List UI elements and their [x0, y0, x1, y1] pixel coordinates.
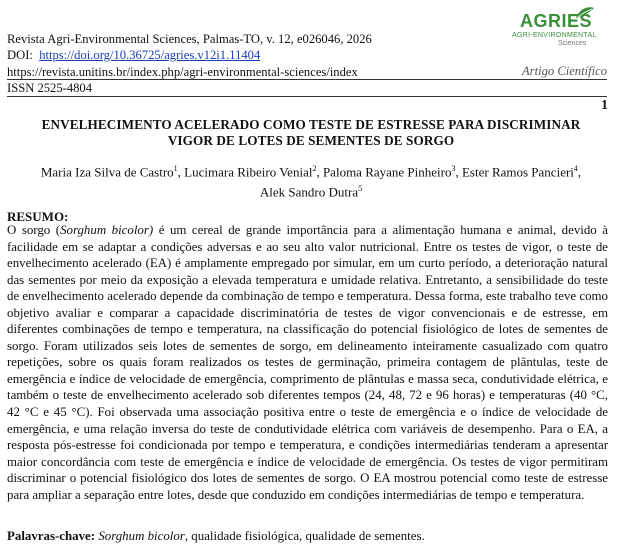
- journal-url: https://revista.unitins.br/index.php/agri-environmental-sciences/index: [7, 65, 358, 79]
- keywords: [7, 529, 425, 544]
- logo-text: AGRIES: [520, 11, 593, 31]
- issn: ISSN 2525-4804: [7, 81, 93, 95]
- species-name: Sorghum bicolor): [60, 223, 154, 237]
- logo-subtitle: AGRI-ENVIRONMENTAL: [512, 32, 597, 39]
- author-name: Lucimara Ribeiro Venial: [184, 164, 313, 180]
- title-line-1: ENVELHECIMENTO ACELERADO COMO TESTE DE ESTRESSE PARA DISCRIMINAR: [41, 117, 581, 132]
- author-affiliation: 3: [451, 164, 456, 173]
- abstract-label: RESUMO:: [7, 209, 69, 224]
- title-line-2: VIGOR DE LOTES DE SEMENTES DE SORGO: [167, 132, 455, 148]
- keywords-label: Palavras-chave:: [7, 529, 96, 543]
- page-number: 1: [601, 98, 608, 113]
- author-affiliation: 4: [573, 164, 578, 173]
- journal-citation: Revista Agri-Environmental Sciences, Palmas-TO, v. 12, e026046, 2026: [7, 32, 372, 46]
- header-rule-top: [7, 79, 607, 80]
- header-rule-bottom: [7, 96, 607, 97]
- author-affiliation: 1: [173, 164, 178, 173]
- author-list: Maria Iza Silva de Castro$^1$, Lucimara Ribeiro Venial$^2$, Paloma Rayane Pinheiro$^3$, Ester Ramos Pancieri$^4$, Alek Sandro Dutra$^5$: [40, 164, 582, 200]
- article-type: Artigo Científico: [521, 64, 607, 78]
- author-affiliation: 5: [358, 183, 363, 193]
- author-affiliation: 2: [312, 164, 317, 173]
- author-name: Paloma Rayane Pinheiro: [322, 164, 452, 180]
- doi-label: DOI:: [7, 48, 33, 62]
- doi-link[interactable]: https://doi.org/10.36725/agries.v12i1.11404: [39, 48, 261, 62]
- doi-line: [7, 47, 260, 63]
- author-name: Alek Sandro Dutra: [259, 184, 359, 200]
- author-name: Maria Iza Silva de Castro: [40, 164, 174, 180]
- abstract-text: é um cereal de grande importância para a alimentação humana e animal, devido à facilidade em se adaptar a condições adversas e ao seu alto valor nutricional. Entre os testes de vigor, o teste de envelhecimento acelerado (EA) é amplamente empregado por simular, em um curto período, a deterioração natural das sementes por meio da exposição a elevada temperatura e umidade relativa. Entretanto, a sensibilidade do teste de envelhecimento acelerado depende da combinação de tempo e temperatura. Dessa forma, este trabalho teve como objetivo avaliar e comparar a capacidade discriminatória de testes de vigor convencionais e de estresse, em diferentes combinações de tempo e temperatura, na classificação do potencial fisiológico de lotes de sementes de sorgo. Foram utilizados seis lotes de sementes de sorgo, em delineamento inteiramente casualizado com quatro repetições, sobre os quais foram realizados os testes de germinação, primeira contagem de plântulas, teste de emergência e índice de velocidade de emergência, comprimento de plântulas e massa seca, condutividade elétrica, e também o teste de envelhecimento acelerado sob diferentes tempos (24, 48, 72 e 96 horas) e temperaturas (40 °C, 42 °C e 45 °C). Foi observada uma associação positiva entre o teste de emergência e o índice de velocidade de emergência, e uma relação inversa do teste de condutividade elétrica com variáveis de desempenho. Para o EA, a resposta pós-estresse foi condicionada por tempo e temperatura, e condições intermediárias tenderam a apresentar maior concordância com teste de emergência e índice de velocidade de emergência. Os testes de vigor permitiram discriminar o potencial fisiológico dos lotes de sementes de sorgo. O EA mostrou potencial como teste de estresse para ampliar a separação entre lotes, desde que conduzido em condições intermediárias de tempo e temperatura.: [7, 223, 608, 502]
- keywords-rest: , qualidade fisiológica, qualidade de sementes.: [184, 529, 425, 543]
- journal-logo: [508, 6, 612, 48]
- abstract-body: O sorgo (Sorghum bicolor) é um cereal de grande importância para a alimentação humana e animal, devido à facilidade em se adaptar a condições adversas e ao seu alto valor nutricional. Entre os testes de vigor, o teste de envelhecimento acelerado (EA) é amplamente empregado por simular, em um curto período, a deterioração natural das sementes por meio da exposição a elevada temperatura e umidade relativa. Entretanto, a sensibilidade do teste de envelhecimento acelerado depende da combinação de tempo e temperatura. Dessa forma, este trabalho teve como objetivo avaliar e comparar a capacidade discriminatória de testes de vigor convencionais e de estresse, em diferentes combinações de tempo e temperatura, na classificação do potencial fisiológico de lotes de sementes de sorgo. Foram utilizados seis lotes de sementes de sorgo, em delineamento inteiramente casualizado com quatro repetições, sobre os quais foram realizados os testes de germinação, primeira contagem de plântulas, teste de emergência e índice de velocidade de emergência, comprimento de plântulas e massa seca, condutividade elétrica, e também o teste de envelhecimento acelerado sob diferentes tempos (24, 48, 72 e 96 horas) e temperaturas (40 °C, 42 °C e 45 °C). Foi observada uma associação positiva entre o teste de emergência e o índice de velocidade de emergência, e uma relação inversa do teste de condutividade elétrica com variáveis de desempenho. Para o EA, a resposta pós-estresse foi condicionada por tempo e temperatura, e condições intermediárias tenderam a apresentar maior concordância com teste de emergência e índice de velocidade de emergência. Os testes de vigor permitiram discriminar o potencial fisiológico dos lotes de sementes de sorgo. O EA mostrou potencial como teste de estresse para ampliar a separação entre lotes, desde que conduzido em condições intermediárias de tempo e temperatura.: [7, 223, 608, 502]
- keyword-species: Sorghum bicolor: [98, 529, 185, 543]
- author-name: Ester Ramos Pancieri: [461, 164, 574, 180]
- article-title: [0, 117, 622, 148]
- logo-subtitle-2: Sciences: [558, 40, 587, 47]
